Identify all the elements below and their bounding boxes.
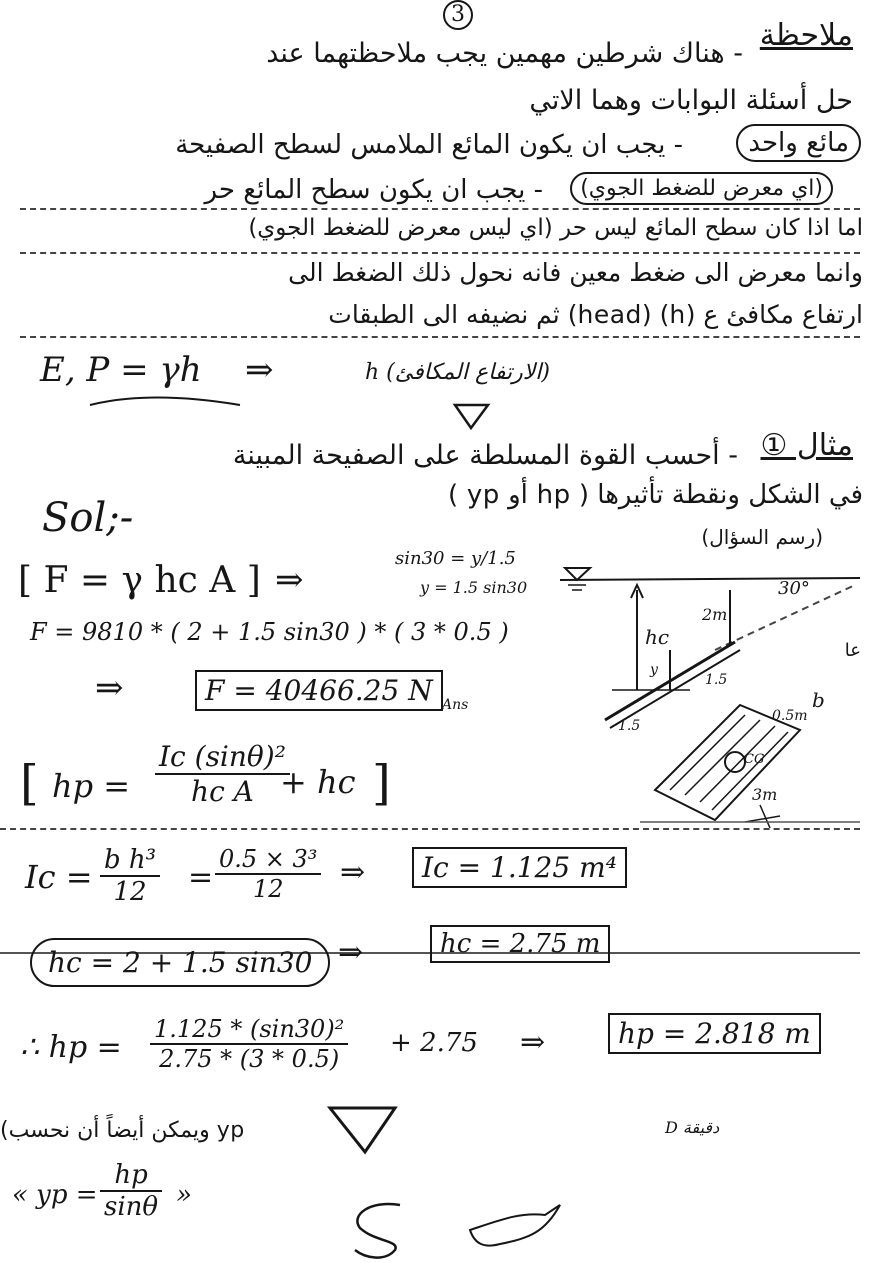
notes-line-4: - يجب ان يكون سطح المائع حر (204, 175, 543, 205)
width-label: 0.5m (772, 708, 808, 724)
notes-line-1: - هناك شرطين مهمين يجب ملاحظتهما عند (266, 38, 743, 69)
length-1-label: 1.5 (705, 672, 728, 688)
ic-lhs: Ic = (25, 858, 93, 896)
y-label: y (650, 662, 658, 678)
notes-line-7: ارتفاع مكافئ ع (h) (head) ثم نضيفه الى الطبقات (328, 300, 863, 329)
example-line-1: - أحسب القوة المسلطة على الصفيحة المبينة (232, 440, 738, 471)
implies-arrow: ⇒ (520, 1025, 546, 1060)
yp-note: (ويمكن أيضاً أن نحسب yp (0, 1118, 245, 1143)
hp-formula-num: Ic (sinθ)² (155, 740, 290, 775)
stamp-note: D دقيقة (665, 1118, 720, 1137)
example-line-2: في الشكل ونقطة تأثيرها ( hp أو yp ) (448, 480, 863, 510)
notes-line-6: وانما معرض الى ضغط معين فانه نحول ذلك الضغط الى (288, 258, 863, 287)
ic-den-1: 12 (113, 877, 147, 907)
hp-formula-den: hc A (191, 775, 254, 808)
pressure-result: h (الارتفاع المكافئ) (365, 360, 550, 385)
equals-sign: = (188, 860, 214, 895)
b-label: b (812, 688, 825, 712)
hp-lhs: ∴ hp = (20, 1030, 122, 1065)
hc-label: hc (645, 625, 670, 649)
ic-result: Ic = 1.125 m⁴ (412, 847, 627, 888)
force-substitution: F = 9810 * ( 2 + 1.5 sin30 ) * ( 3 * 0.5 ) (30, 618, 509, 646)
circled-single-fluid: مائع واحد (736, 124, 861, 162)
given-note: (رسم السؤال) (701, 525, 823, 549)
implies-arrow: ⇒ (95, 668, 124, 708)
hp-plus: + 2.75 (390, 1028, 478, 1058)
hp-den: 2.75 * (3 * 0.5) (159, 1045, 340, 1073)
angle-label: 30° (778, 578, 810, 599)
yp-den: sinθ (104, 1192, 159, 1222)
depth-label: 2m (702, 605, 728, 624)
length-2-label: 1.5 (618, 718, 641, 734)
example-title: مثال ① (760, 428, 853, 463)
ic-num-2: 0.5 × 3³ (215, 845, 321, 875)
yp-num: hp (100, 1160, 162, 1192)
hp-formula-plus: + hc (280, 763, 356, 801)
force-result: F = 40466.25 N (195, 670, 443, 711)
hp-formula-lhs: hp = (52, 767, 131, 805)
cg-label: CG (744, 752, 765, 767)
implies-arrow: ⇒ (338, 935, 364, 970)
ic-num-1: b h³ (100, 845, 160, 877)
force-formula: [ F = γ hc A ] (18, 560, 261, 601)
hc-calc: hc = 2 + 1.5 sin30 (30, 938, 330, 987)
notes-line-2: حل أسئلة البوابات وهما الاتي (529, 85, 853, 116)
y-note: y = 1.5 sin30 (420, 578, 528, 597)
implies-arrow: ⇒ (275, 560, 304, 600)
sol-label: Sol;- (42, 495, 134, 541)
pressure-formula: E, P = γh (40, 350, 202, 390)
bracket-open: [ (20, 755, 39, 811)
notes-line-5: اما اذا كان سطح المائع ليس حر (اي ليس معرض للضغط الجوي) (248, 215, 863, 241)
page-number: 3 (443, 0, 473, 30)
ic-den-2: 12 (252, 875, 284, 903)
side-label: عا (844, 640, 861, 661)
plate-length-label: 3m (752, 785, 778, 804)
yp-close: » (176, 1180, 192, 1210)
yp-formula-lhs: « yp = (12, 1180, 98, 1210)
implies-arrow: ⇒ (340, 855, 366, 890)
implies-arrow: ⇒ (245, 350, 274, 390)
notes-line-4-paren: (اي معرض للضغط الجوي) (570, 172, 833, 205)
hp-result: hp = 2.818 m (608, 1013, 821, 1054)
ans-label: Ans (442, 697, 469, 713)
notes-line-3: - يجب ان يكون المائع الملامس لسطح الصفيحة (175, 130, 683, 160)
hc-result: hc = 2.75 m (430, 925, 610, 963)
notes-heading: ملاحظة (759, 18, 853, 53)
sin-note: sin30 = y/1.5 (395, 548, 516, 569)
hp-num: 1.125 * (sin30)² (150, 1015, 348, 1045)
bracket-close: ] (372, 755, 391, 811)
